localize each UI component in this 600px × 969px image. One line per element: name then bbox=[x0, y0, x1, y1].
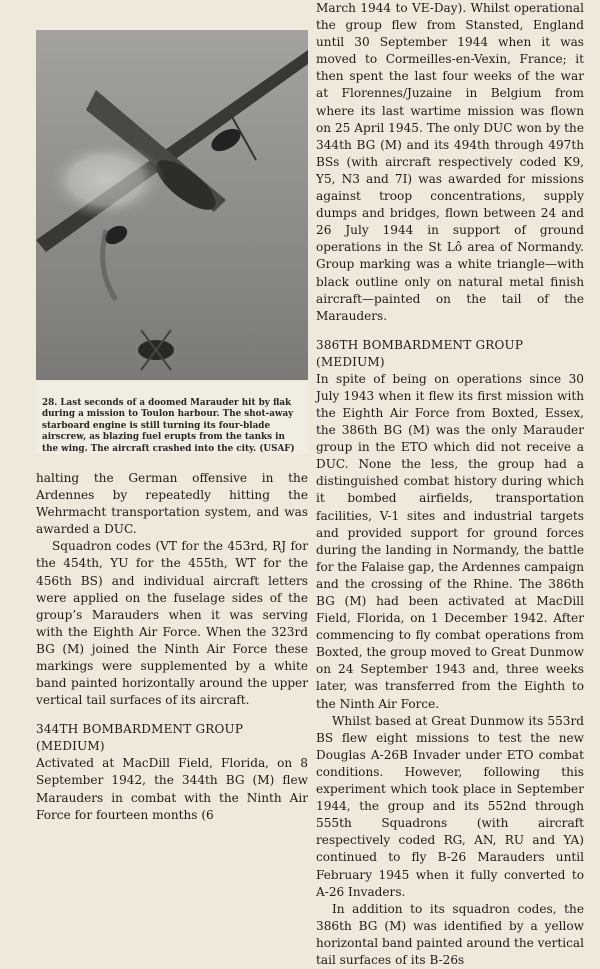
right-paragraph-4: In addition to its squadron codes, the 386th BG (M) was identified by a yellow horizontal band painted around the vertical tail surfaces of its B-26s bbox=[316, 901, 584, 967]
heading-344th: 344TH BOMBARDMENT GROUP (MEDIUM) bbox=[36, 722, 244, 754]
right-paragraph-3: Whilst based at Great Dunmow its 553rd BS flew eight missions to test the new Douglas A-26B Invader under ETO combat conditions. However, following this experiment which took place in September 1944, the group and its 552nd through 555th Squadrons (with aircraft respectively coded RG, AN, RU and YA) continued to fly B-26 Marauders until February 1945 when it fully converted to A-26 Invaders. bbox=[316, 713, 584, 899]
right-column-text bbox=[316, 0, 584, 969]
right-paragraph-1: March 1944 to VE-Day). Whilst operational the group flew from Stansted, England until 30 September 1944 when it was moved to Cormeilles-en-Vexin, France; it then spent the last four weeks of the war at Florennes/Juzaine in Belgium from where its last wartime mission was flown on 25 April 1945. The only DUC won by the 344th BG (M) and its 494th through 497th BSs (with aircraft respectively coded K9, Y5, N3 and 7I) was awarded for missions against troop concentrations, supply dumps and bridges, flown between 24 and 26 July 1944 in support of ground operations in the St Lô area of Normandy. Group marking was a white triangle—with black outline only on natural metal finish aircraft—painted on the tail of the Marauders. bbox=[316, 1, 584, 323]
right-paragraph-2: In spite of being on operations since 30 July 1943 when it flew its first mission with the Eighth Air Force from Boxted, Essex, the 386th BG (M) was the only Marauder group in the ETO which did not receive a DUC. None the less, the group had a distinguished combat history during which it bombed airfields, transportation facilities, V-1 sites and industrial targets and provided support for ground forces during the landing in Normandy, the battle for the Falaise gap, the Ardennes campaign and the crossing of the Rhine. The 386th BG (M) had been activated at MacDill Field, Florida, on 1 December 1942. After commencing to fly combat operations from Boxted, the group moved to Great Dunmow on 24 September 1943 and, three weeks later, was transferred from the Eighth to the Ninth Air Force. bbox=[316, 371, 584, 711]
marauder-photo bbox=[36, 30, 308, 380]
photo-caption: 28. Last seconds of a doomed Marauder hit by flak during a mission to Toulon harbour. The shot-away starboard engine is still turning its four-blade airscrew, as blazing fuel erupts from the tanks in the wing. The aircraft crashed into the city. (USAF) bbox=[36, 382, 308, 454]
marauder-photo-illustration bbox=[36, 30, 308, 380]
left-paragraph-3: Activated at MacDill Field, Florida, on 8 September 1942, the 344th BG (M) flew Marauders in combat with the Ninth Air Force for fourteen months (6 bbox=[36, 756, 308, 822]
left-column-text bbox=[36, 470, 308, 824]
left-paragraph-2: Squadron codes (VT for the 453rd, RJ for the 454th, YU for the 455th, WT for the 456th BS) and individual aircraft letters were applied on the fuselage sides of the group’s Marauders when it was serving with the Eighth Air Force. When the 323rd BG (M) joined the Ninth Air Force these markings were supplemented by a white band painted horizontally around the upper vertical tail surfaces of its aircraft. bbox=[36, 539, 308, 708]
left-paragraph-1: halting the German offensive in the Ardennes by repeatedly hitting the Wehrmacht transportation system, and was awarded a DUC. bbox=[36, 471, 308, 537]
heading-386th: 386TH BOMBARDMENT GROUP (MEDIUM) bbox=[316, 337, 524, 369]
